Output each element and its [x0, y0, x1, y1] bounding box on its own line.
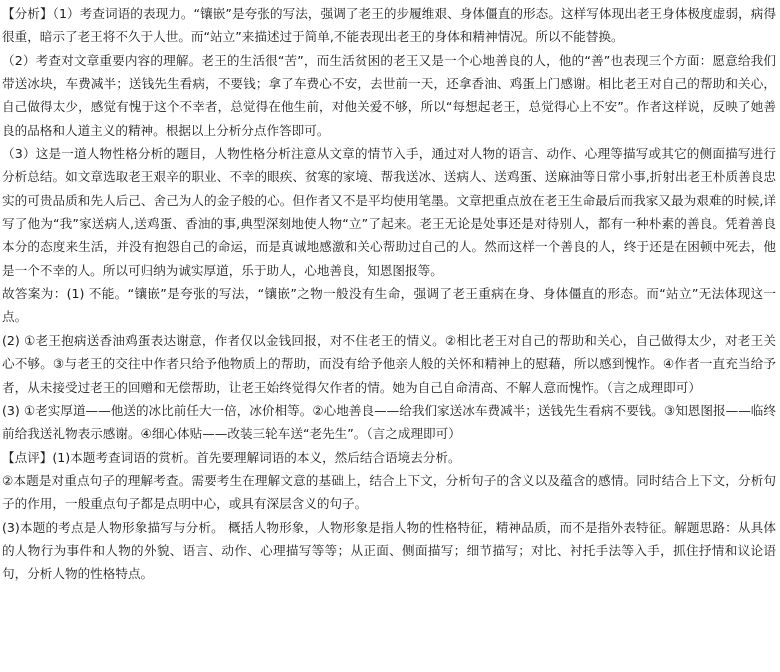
- answer-paragraph-3: (3) ①老实厚道——他送的冰比前任大一倍，冰价相等。②心地善良——给我们家送冰车费减半；送钱先生看病不要钱。③知恩图报——临终前给我送礼物表示感谢。④细心体贴——改装三轮车送“老先生”。（言之成理即可）: [2, 402, 776, 442]
- answer-paragraph-2: (2) ①老王抱病送香油鸡蛋表达谢意，作者仅以金钱回报，对不住老王的情义。②相比老王对自己的帮助和关心，自己做得太少，对老王关心不够。③与老王的交往中作者只给予他物质上的帮助，而没有给予他亲人般的关怀和精神上的慰藉，所以感到愧怍。④作者一直充当给予者，从未接受过老王的回赠和无偿帮助，让老王始终觉得欠作者的情。她为自己自命清高、不解人意而愧怍。（言之成理即可）: [2, 332, 776, 395]
- review-paragraph-1: 【点评】(1)本题考查词语的赏析。首先要理解词语的本义，然后结合语境去分析。: [2, 449, 461, 465]
- analysis-paragraph-2: （2）考查对文章重要内容的理解。老王的生活很“苦”，而生活贫困的老王又是一个心地善良的人，他的“善”也表现三个方面：愿意给我们带送冰块，车费减半；送钱先生看病，不要钱；拿了车费心不安，去世前一天，还拿香油、鸡蛋上门感谢。相比老王对自己的帮助和关心，自己做得太少，感觉有愧于这个不幸者，总觉得在他生前，对他关爱不够，所以“每想起老王，总觉得心上不安”。作者这样说，反映了她善良的品格和人道主义的精神。根据以上分析分点作答即可。: [2, 52, 776, 138]
- review-paragraph-2: ②本题是对重点句子的理解考查。需要考生在理解文意的基础上，结合上下文，分析句子的含义以及蕴含的感情。同时结合上下文，分析句子的作用，一般重点句子都是点明中心，或具有深层含义的句子。: [2, 472, 776, 512]
- analysis-paragraph-3: （3）这是一道人物性格分析的题目，人物性格分析注意从文章的情节入手，通过对人物的语言、动作、心理等描写或其它的侧面描写进行分析总结。如文章选取老王艰辛的职业、不幸的眼疾、贫寒的家境、帮我送冰、送病人、送鸡蛋、送麻油等日常小事,折射出老王朴质善良忠实的可贵品质和先人后己、舍己为人的金子般的心。但作者又不是平均使用笔墨。文章把重点放在老王生命最后而我家又最为艰难的时候,详写了他为“我”家送病人,送鸡蛋、香油的事,典型深刻地使人物“立”了起来。老王无论是处事还是对待别人，都有一种朴素的善良。凭着善良本分的态度来生活，并没有抱怨自己的命运，而是真诚地感激和关心帮助过自己的人。然而这样一个善良的人，终于还是在困顿中死去，他是一个不幸的人。所以可归纳为诚实厚道，乐于助人，心地善良，知恩图报等。: [2, 146, 776, 278]
- analysis-paragraph-1: 【分析】（1）考查词语的表现力。“镶嵌”是夸张的写法，强调了老王的步履维艰、身体僵直的形态。这样写体现出老王身体极度虚弱，病得很重，暗示了老王将不久于人世。而“站立”来描述过于简单,不能表现出老王的身体和精神情况。所以不能替换。: [2, 6, 776, 45]
- solution-document: [2, 2, 776, 586]
- answer-paragraph-1: 故答案为：(1) 不能。“镶嵌”是夸张的写法，“镶嵌”之物一般没有生命，强调了老王重病在身、身体僵直的形态。而“站立”无法体现这一点。: [2, 286, 776, 325]
- review-paragraph-3: (3)本题的考点是人物形象描写与分析。 概括人物形象，人物形象是指人物的性格特征，精神品质，而不是指外表特征。解题思路：从具体的人物行为事件和人物的外貌、语言、动作、心理描写等等；从正面、侧面描写；细节描写；对比、衬托手法等入手，抓住抒情和议论语句，分析人物的性格特点。: [2, 519, 776, 582]
